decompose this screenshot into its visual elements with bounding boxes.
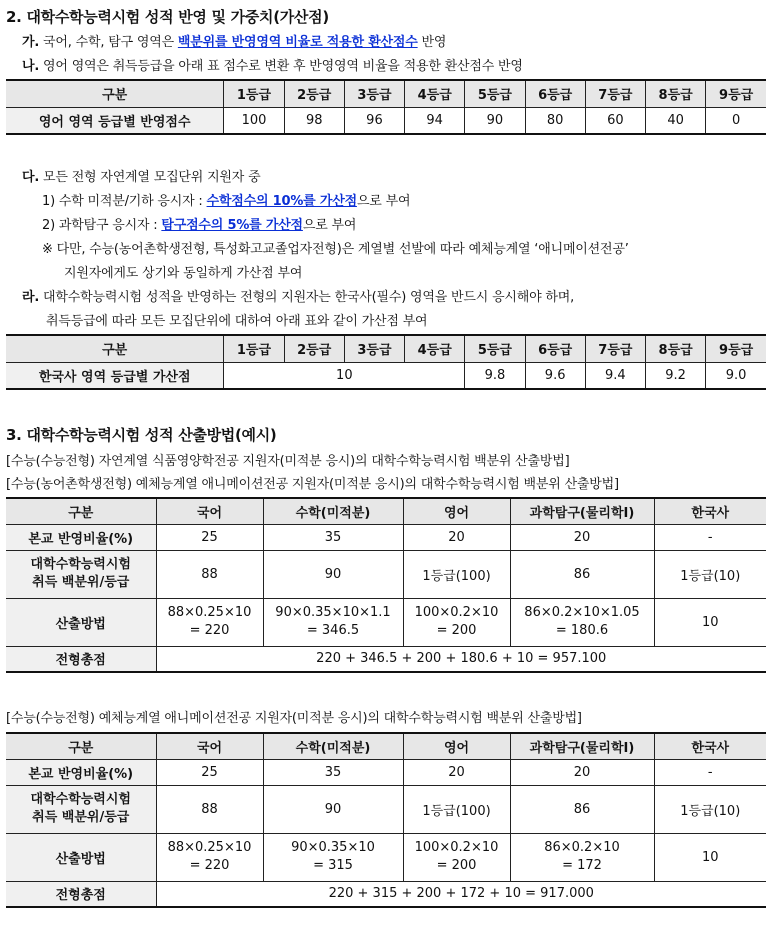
t1-ratio-cell: 35 [263, 524, 403, 550]
eng-header-cell: 3등급 [344, 80, 404, 107]
t2-ratio-cell: 25 [156, 759, 263, 785]
item-ga [22, 31, 446, 50]
history-bonus-table [6, 334, 766, 390]
t1-score-cell: 86 [510, 550, 654, 598]
t1-ratio-label: 본교 반영비율(%) [6, 524, 156, 550]
t2-calc-cell [403, 833, 510, 881]
hist-value-cell: 9.2 [646, 362, 706, 389]
t1-calc-expr: 86×0.2×10×1.05 [524, 605, 640, 620]
t2-calc-result: = 172 [562, 858, 602, 873]
item-ga-highlight: 백분위를 반영영역 비율로 적용한 환산점수 [177, 35, 418, 50]
hist-header-cell: 9등급 [706, 335, 766, 362]
t2-header-cell: 구분 [6, 733, 156, 759]
item-da-1-pre: 1) 수학 미적분/기하 응시자 : [42, 194, 207, 209]
t2-calc-cell [263, 833, 403, 881]
hist-value-cell: 9.4 [585, 362, 645, 389]
item-ra [22, 286, 574, 305]
t1-calc-cell [156, 598, 263, 646]
hist-header-cell: 4등급 [405, 335, 465, 362]
t1-calc-expr: 88×0.25×10 [167, 605, 252, 620]
eng-value-cell: 60 [585, 107, 645, 134]
t2-header-cell: 한국사 [654, 733, 766, 759]
t2-calc-expr: 90×0.35×10 [291, 840, 375, 855]
t2-calc-expr: 86×0.2×10 [544, 840, 620, 855]
t1-header-cell: 한국사 [654, 498, 766, 524]
eng-header-cell: 1등급 [224, 80, 284, 107]
t2-calc-cell [156, 833, 263, 881]
t1-ratio-cell: - [654, 524, 766, 550]
item-ga-post: 반영 [417, 35, 447, 50]
t1-calc-label: 산출방법 [6, 598, 156, 646]
eng-row-label: 영어 영역 등급별 반영점수 [6, 107, 224, 134]
t1-score-cell: 1등급(100) [403, 550, 510, 598]
item-da-text: 모든 전형 자연계열 모집단위 지원자 중 [43, 170, 261, 185]
t2-calc-label: 산출방법 [6, 833, 156, 881]
section-3-title: 3. 대학수학능력시험 성적 산출방법(예시) [6, 426, 277, 444]
t1-ratio-cell: 25 [156, 524, 263, 550]
item-da-1 [42, 190, 410, 209]
t1-calc-cell [403, 598, 510, 646]
hist-value-cell: 9.6 [525, 362, 585, 389]
item-da-2 [42, 214, 356, 233]
item-ra-text-1: 대학수학능력시험 성적을 반영하는 전형의 지원자는 한국사(필수) 영역을 반드시 응시해야 하며, [43, 290, 575, 305]
item-da-2-highlight: 탐구점수의 5%를 가산점 [161, 218, 303, 233]
t2-score-label-2: 취득 백분위/등급 [32, 810, 130, 825]
hist-merged-value: 10 [224, 362, 465, 389]
t2-calc-expr: 88×0.25×10 [167, 840, 252, 855]
t1-calc-cell [510, 598, 654, 646]
eng-value-cell: 100 [224, 107, 284, 134]
t1-calc-result: = 220 [189, 623, 230, 638]
eng-header-cell: 7등급 [585, 80, 645, 107]
t2-score-cell: 90 [263, 785, 403, 833]
section-2-title: 2. 대학수학능력시험 성적 반영 및 가중치(가산점) [6, 8, 329, 26]
eng-value-cell: 0 [706, 107, 766, 134]
item-da-marker: 다. [22, 170, 40, 185]
eng-value-cell: 90 [465, 107, 525, 134]
t2-calc-result: = 315 [313, 858, 353, 873]
item-na-text: 영어 영역은 취득등급을 아래 표 점수로 변환 후 반영영역 비율을 적용한 환산점수 반영 [43, 59, 523, 74]
t2-ratio-cell: - [654, 759, 766, 785]
eng-header-cell: 8등급 [646, 80, 706, 107]
eng-header-cell: 6등급 [525, 80, 585, 107]
t2-calc-history: 10 [654, 833, 766, 881]
item-da-1-post: 으로 부여 [356, 194, 411, 209]
item-da-2-pre: 2) 과학탐구 응시자 : [42, 218, 162, 233]
hist-header-cell: 1등급 [224, 335, 284, 362]
caption-1: [수능(수능전형) 자연계열 식품영양학전공 지원자(미적분 응시)의 대학수학능력시험 백분위 산출방법] [6, 454, 570, 469]
calc-table-2 [6, 732, 766, 908]
note-line-2: 지원자에게도 상기와 동일하게 가산점 부여 [64, 266, 303, 281]
t2-header-cell: 국어 [156, 733, 263, 759]
hist-header-cell: 구분 [6, 335, 224, 362]
t1-score-label-2: 취득 백분위/등급 [32, 575, 130, 590]
eng-header-cell: 5등급 [465, 80, 525, 107]
t1-header-cell: 국어 [156, 498, 263, 524]
t1-score-label [6, 550, 156, 598]
t1-ratio-cell: 20 [403, 524, 510, 550]
item-da [22, 166, 260, 185]
t2-ratio-label: 본교 반영비율(%) [6, 759, 156, 785]
english-score-table [6, 79, 766, 135]
t1-header-cell: 구분 [6, 498, 156, 524]
t1-calc-cell [263, 598, 403, 646]
hist-header-cell: 2등급 [284, 335, 344, 362]
caption-2: [수능(농어촌학생전형) 예체능계열 애니메이션전공 지원자(미적분 응시)의 대학수학능력시험 백분위 산출방법] [6, 477, 619, 492]
item-ra-marker: 라. [22, 290, 40, 305]
t2-header-cell: 과학탐구(물리학I) [510, 733, 654, 759]
hist-header-cell: 7등급 [585, 335, 645, 362]
t2-calc-cell [510, 833, 654, 881]
t1-calc-result: = 346.5 [306, 623, 360, 638]
t2-header-cell: 영어 [403, 733, 510, 759]
t1-header-cell: 영어 [403, 498, 510, 524]
hist-header-cell: 8등급 [646, 335, 706, 362]
eng-header-cell: 구분 [6, 80, 224, 107]
t1-score-label-1: 대학수학능력시험 [30, 557, 131, 572]
t2-ratio-cell: 20 [403, 759, 510, 785]
item-ga-marker: 가. [22, 35, 40, 50]
eng-value-cell: 98 [284, 107, 344, 134]
eng-header-cell: 2등급 [284, 80, 344, 107]
t2-calc-result: = 200 [436, 858, 477, 873]
hist-value-cell: 9.8 [465, 362, 525, 389]
t1-calc-result: = 200 [436, 623, 477, 638]
t1-total-value: 220 + 346.5 + 200 + 180.6 + 10 = 957.100 [156, 646, 766, 672]
t2-score-label-1: 대학수학능력시험 [30, 792, 131, 807]
t1-ratio-cell: 20 [510, 524, 654, 550]
t2-header-cell: 수학(미적분) [263, 733, 403, 759]
caption-3: [수능(수능전형) 예체능계열 애니메이션전공 지원자(미적분 응시)의 대학수학능력시험 백분위 산출방법] [6, 711, 582, 726]
t2-total-label: 전형총점 [6, 881, 156, 907]
t1-header-cell: 수학(미적분) [263, 498, 403, 524]
eng-header-cell: 4등급 [405, 80, 465, 107]
note-line-1: ※ 다만, 수능(농어촌학생전형, 특성화고교졸업자전형)은 계열별 선발에 따라 예체능계열 ‘애니메이션전공’ [42, 242, 629, 257]
t1-total-label: 전형총점 [6, 646, 156, 672]
item-na-marker: 나. [22, 59, 40, 74]
t1-calc-result: = 180.6 [555, 623, 609, 638]
t2-score-cell: 1등급(10) [654, 785, 766, 833]
t2-ratio-cell: 35 [263, 759, 403, 785]
item-ra-text-2: 취득등급에 따라 모든 모집단위에 대하여 아래 표와 같이 가산점 부여 [46, 314, 428, 329]
t2-total-value: 220 + 315 + 200 + 172 + 10 = 917.000 [156, 881, 766, 907]
item-ga-pre: 국어, 수학, 탐구 영역은 [43, 35, 178, 50]
eng-value-cell: 40 [646, 107, 706, 134]
t2-score-cell: 86 [510, 785, 654, 833]
eng-value-cell: 96 [344, 107, 404, 134]
hist-header-cell: 6등급 [525, 335, 585, 362]
hist-row-label: 한국사 영역 등급별 가산점 [6, 362, 224, 389]
t1-score-cell: 1등급(10) [654, 550, 766, 598]
hist-header-cell: 5등급 [465, 335, 525, 362]
item-da-2-post: 으로 부여 [302, 218, 357, 233]
t2-calc-expr: 100×0.2×10 [414, 840, 499, 855]
t2-score-cell: 88 [156, 785, 263, 833]
eng-value-cell: 94 [405, 107, 465, 134]
eng-header-cell: 9등급 [706, 80, 766, 107]
eng-value-cell: 80 [525, 107, 585, 134]
t1-calc-expr: 100×0.2×10 [414, 605, 499, 620]
t1-score-cell: 90 [263, 550, 403, 598]
t1-calc-history: 10 [654, 598, 766, 646]
item-na [22, 55, 523, 74]
t1-header-cell: 과학탐구(물리학I) [510, 498, 654, 524]
item-da-1-highlight: 수학점수의 10%를 가산점 [206, 194, 357, 209]
t2-score-cell: 1등급(100) [403, 785, 510, 833]
hist-value-cell: 9.0 [706, 362, 766, 389]
t2-calc-result: = 220 [189, 858, 230, 873]
t2-score-label [6, 785, 156, 833]
t1-calc-expr: 90×0.35×10×1.1 [275, 605, 391, 620]
calc-table-1 [6, 497, 766, 673]
t1-score-cell: 88 [156, 550, 263, 598]
t2-ratio-cell: 20 [510, 759, 654, 785]
hist-header-cell: 3등급 [344, 335, 404, 362]
